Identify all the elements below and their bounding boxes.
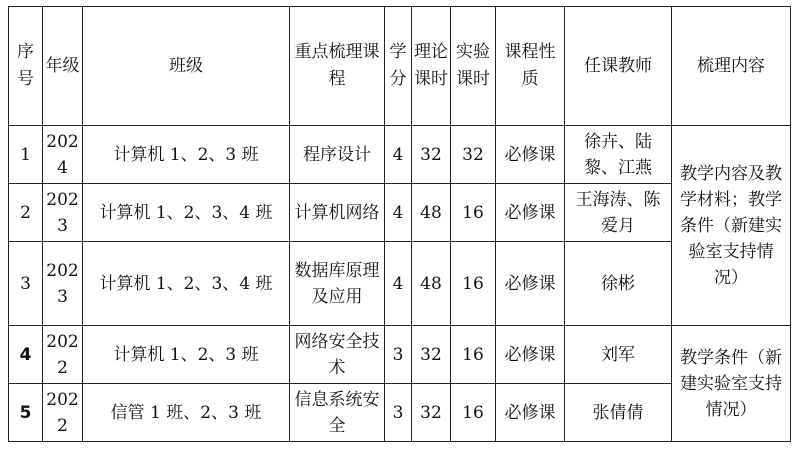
row-theory-hours: 32 [412, 384, 451, 442]
header-credit: 学分 [385, 7, 412, 126]
row-lab-hours: 16 [451, 384, 496, 442]
content-group-1: 教学内容及教学材料；教学条件（新建实验室支持情况） [672, 126, 791, 326]
row-no: 1 [9, 126, 43, 184]
table-row [9, 326, 791, 384]
row-grade: 2023 [43, 242, 83, 326]
row-credit: 4 [385, 126, 412, 184]
header-content: 梳理内容 [672, 7, 791, 126]
row-class: 计算机 1、2、3 班 [83, 326, 290, 384]
row-teacher: 刘军 [565, 326, 672, 384]
row-nature: 必修课 [496, 326, 565, 384]
content-group-2: 教学条件（新建实验室支持情况） [672, 326, 791, 442]
row-nature: 必修课 [496, 384, 565, 442]
row-teacher: 张倩倩 [565, 384, 672, 442]
header-lab-hours: 实验课时 [451, 7, 496, 126]
row-course: 程序设计 [290, 126, 385, 184]
header-nature: 课程性质 [496, 7, 565, 126]
row-course: 信息系统安全 [290, 384, 385, 442]
row-lab-hours: 16 [451, 184, 496, 242]
row-nature: 必修课 [496, 184, 565, 242]
row-grade: 2023 [43, 184, 83, 242]
row-credit: 3 [385, 384, 412, 442]
row-course: 网络安全技术 [290, 326, 385, 384]
course-review-table [8, 6, 791, 442]
row-theory-hours: 32 [412, 126, 451, 184]
row-lab-hours: 16 [451, 326, 496, 384]
row-credit: 4 [385, 184, 412, 242]
row-lab-hours: 32 [451, 126, 496, 184]
row-grade: 2022 [43, 384, 83, 442]
row-course: 计算机网络 [290, 184, 385, 242]
row-no: 3 [9, 242, 43, 326]
row-class: 信管 1 班、2、3 班 [83, 384, 290, 442]
table-row [9, 126, 791, 184]
header-class: 班级 [83, 7, 290, 126]
row-teacher: 徐卉、陆黎、江燕 [565, 126, 672, 184]
row-nature: 必修课 [496, 126, 565, 184]
row-theory-hours: 32 [412, 326, 451, 384]
row-class: 计算机 1、2、3、4 班 [83, 184, 290, 242]
header-grade: 年级 [43, 7, 83, 126]
header-row [9, 7, 791, 126]
row-theory-hours: 48 [412, 242, 451, 326]
row-grade: 2024 [43, 126, 83, 184]
row-course: 数据库原理及应用 [290, 242, 385, 326]
row-credit: 4 [385, 242, 412, 326]
row-no: 5 [9, 384, 43, 442]
row-class: 计算机 1、2、3 班 [83, 126, 290, 184]
header-course: 重点梳理课程 [290, 7, 385, 126]
row-class: 计算机 1、2、3、4 班 [83, 242, 290, 326]
row-theory-hours: 48 [412, 184, 451, 242]
row-grade: 2022 [43, 326, 83, 384]
row-no: 4 [9, 326, 43, 384]
header-theory-hours: 理论课时 [412, 7, 451, 126]
row-no: 2 [9, 184, 43, 242]
row-teacher: 徐彬 [565, 242, 672, 326]
row-nature: 必修课 [496, 242, 565, 326]
header-teacher: 任课教师 [565, 7, 672, 126]
row-credit: 3 [385, 326, 412, 384]
header-no: 序号 [9, 7, 43, 126]
row-teacher: 王海涛、陈爱月 [565, 184, 672, 242]
row-lab-hours: 16 [451, 242, 496, 326]
